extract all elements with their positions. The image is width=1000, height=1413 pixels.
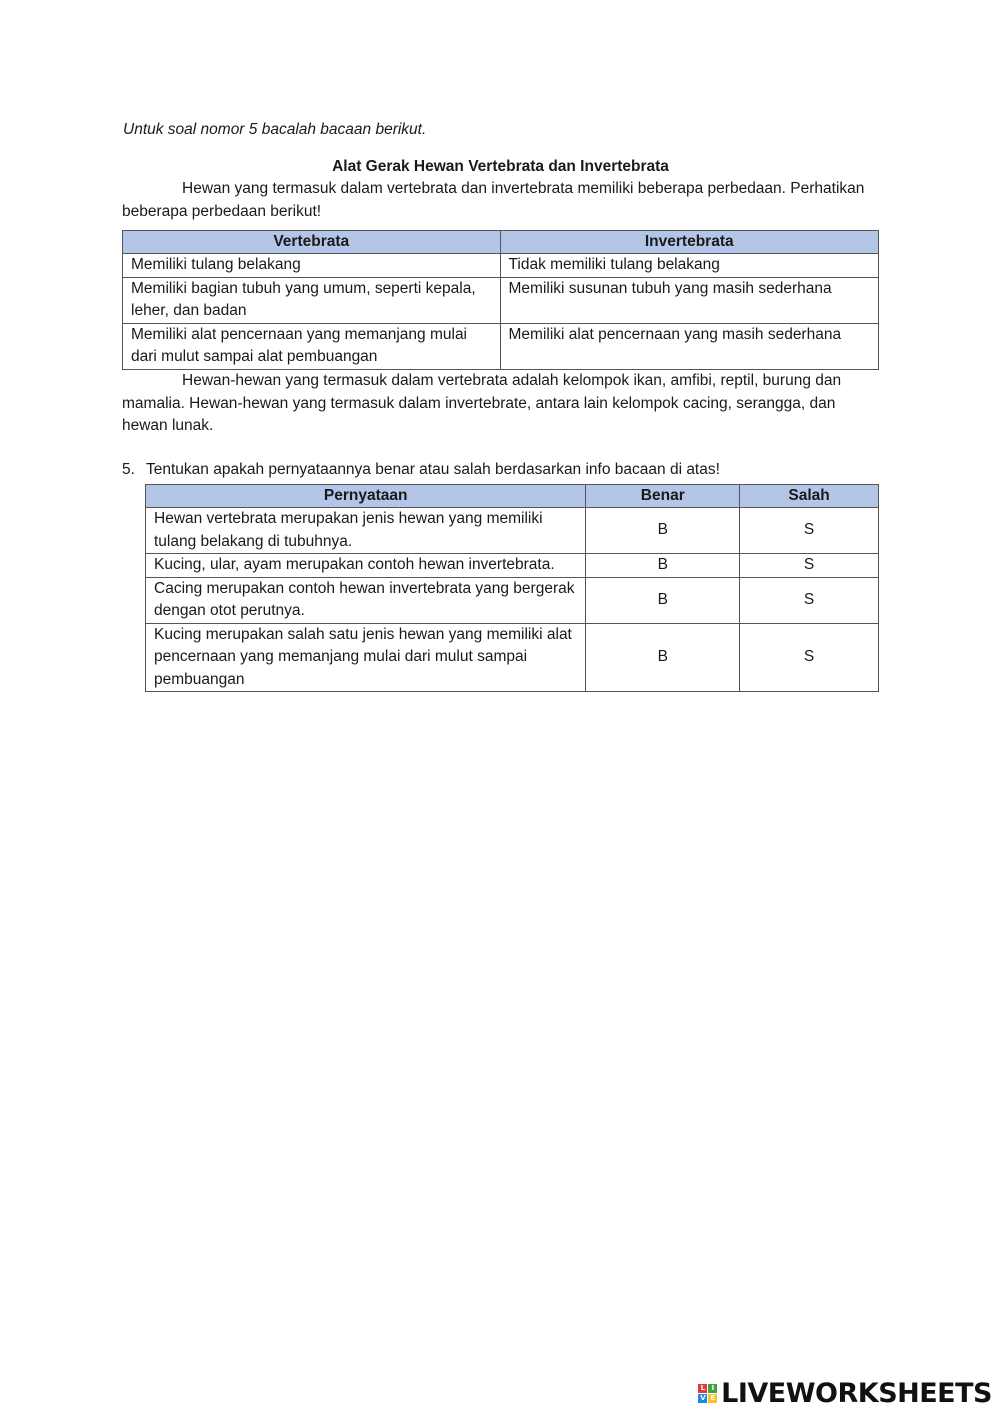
benar-option[interactable]: B (586, 577, 740, 623)
logo-text: LIVEWORKSHEETS (721, 1378, 992, 1409)
table-cell: Memiliki alat pencernaan yang memanjang mulai dari mulut sampai alat pembuangan (123, 323, 501, 369)
paragraph-2 (122, 370, 879, 438)
benar-option[interactable]: B (586, 623, 740, 692)
paragraph-1-text: Hewan yang termasuk dalam vertebrata dan invertebrata memiliki beberapa perbedaan. Perhatikan beberapa perbedaan berikut! (122, 180, 865, 220)
logo-mark-letter: E (708, 1394, 717, 1403)
table-cell: Tidak memiliki tulang belakang (500, 254, 879, 278)
header-vertebrata: Vertebrata (123, 231, 501, 254)
salah-option[interactable]: S (740, 554, 879, 578)
header-benar: Benar (586, 485, 740, 508)
table-cell: Memiliki tulang belakang (123, 254, 501, 278)
statement-table (145, 484, 879, 692)
logo-mark-letter: V (698, 1394, 707, 1403)
logo-mark-letter: L (698, 1384, 707, 1393)
salah-option[interactable]: S (740, 623, 879, 692)
question-text: Tentukan apakah pernyataannya benar atau salah berdasarkan info bacaan di atas! (146, 461, 720, 478)
table-row (123, 277, 879, 323)
question-number: 5. (122, 461, 135, 478)
table-row (146, 554, 879, 578)
table-row (146, 577, 879, 623)
statement-text: Hewan vertebrata merupakan jenis hewan yang memiliki tulang belakang di tubuhnya. (146, 508, 586, 554)
benar-option[interactable]: B (586, 508, 740, 554)
liveworksheets-logo (698, 1378, 992, 1409)
table-cell: Memiliki alat pencernaan yang masih sederhana (500, 323, 879, 369)
paragraph-2-text: Hewan-hewan yang termasuk dalam vertebrata adalah kelompok ikan, amfibi, reptil, burung dan mamalia. Hewan-hewan yang termasuk dalam invertebrate, antara lain kelompok cacing, serangga, dan hewan lunak. (122, 372, 842, 434)
statement-text: Kucing, ular, ayam merupakan contoh hewan invertebrata. (146, 554, 586, 578)
benar-option[interactable]: B (586, 554, 740, 578)
salah-option[interactable]: S (740, 577, 879, 623)
statement-text: Kucing merupakan salah satu jenis hewan yang memiliki alat pencernaan yang memanjang mulai dari mulut sampai pembuangan (146, 623, 586, 692)
table-cell: Memiliki susunan tubuh yang masih sederhana (500, 277, 879, 323)
question-5 (122, 461, 720, 479)
table-row (146, 508, 879, 554)
comparison-table (122, 230, 879, 370)
table-cell: Memiliki bagian tubuh yang umum, seperti kepala, leher, dan badan (123, 277, 501, 323)
header-salah: Salah (740, 485, 879, 508)
statement-text: Cacing merupakan contoh hewan invertebrata yang bergerak dengan otot perutnya. (146, 577, 586, 623)
logo-mark-letter: I (708, 1384, 717, 1393)
reading-title: Alat Gerak Hewan Vertebrata dan Invertebrata (332, 158, 669, 175)
header-invertebrata: Invertebrata (500, 231, 879, 254)
logo-mark-icon (698, 1384, 717, 1403)
paragraph-1 (122, 178, 879, 223)
table-row (123, 254, 879, 278)
salah-option[interactable]: S (740, 508, 879, 554)
table-row (146, 623, 879, 692)
intro-text: Untuk soal nomor 5 bacalah bacaan berikut. (123, 121, 427, 138)
header-pernyataan: Pernyataan (146, 485, 586, 508)
table-row (123, 323, 879, 369)
table-header-row (146, 485, 879, 508)
table-header-row (123, 231, 879, 254)
